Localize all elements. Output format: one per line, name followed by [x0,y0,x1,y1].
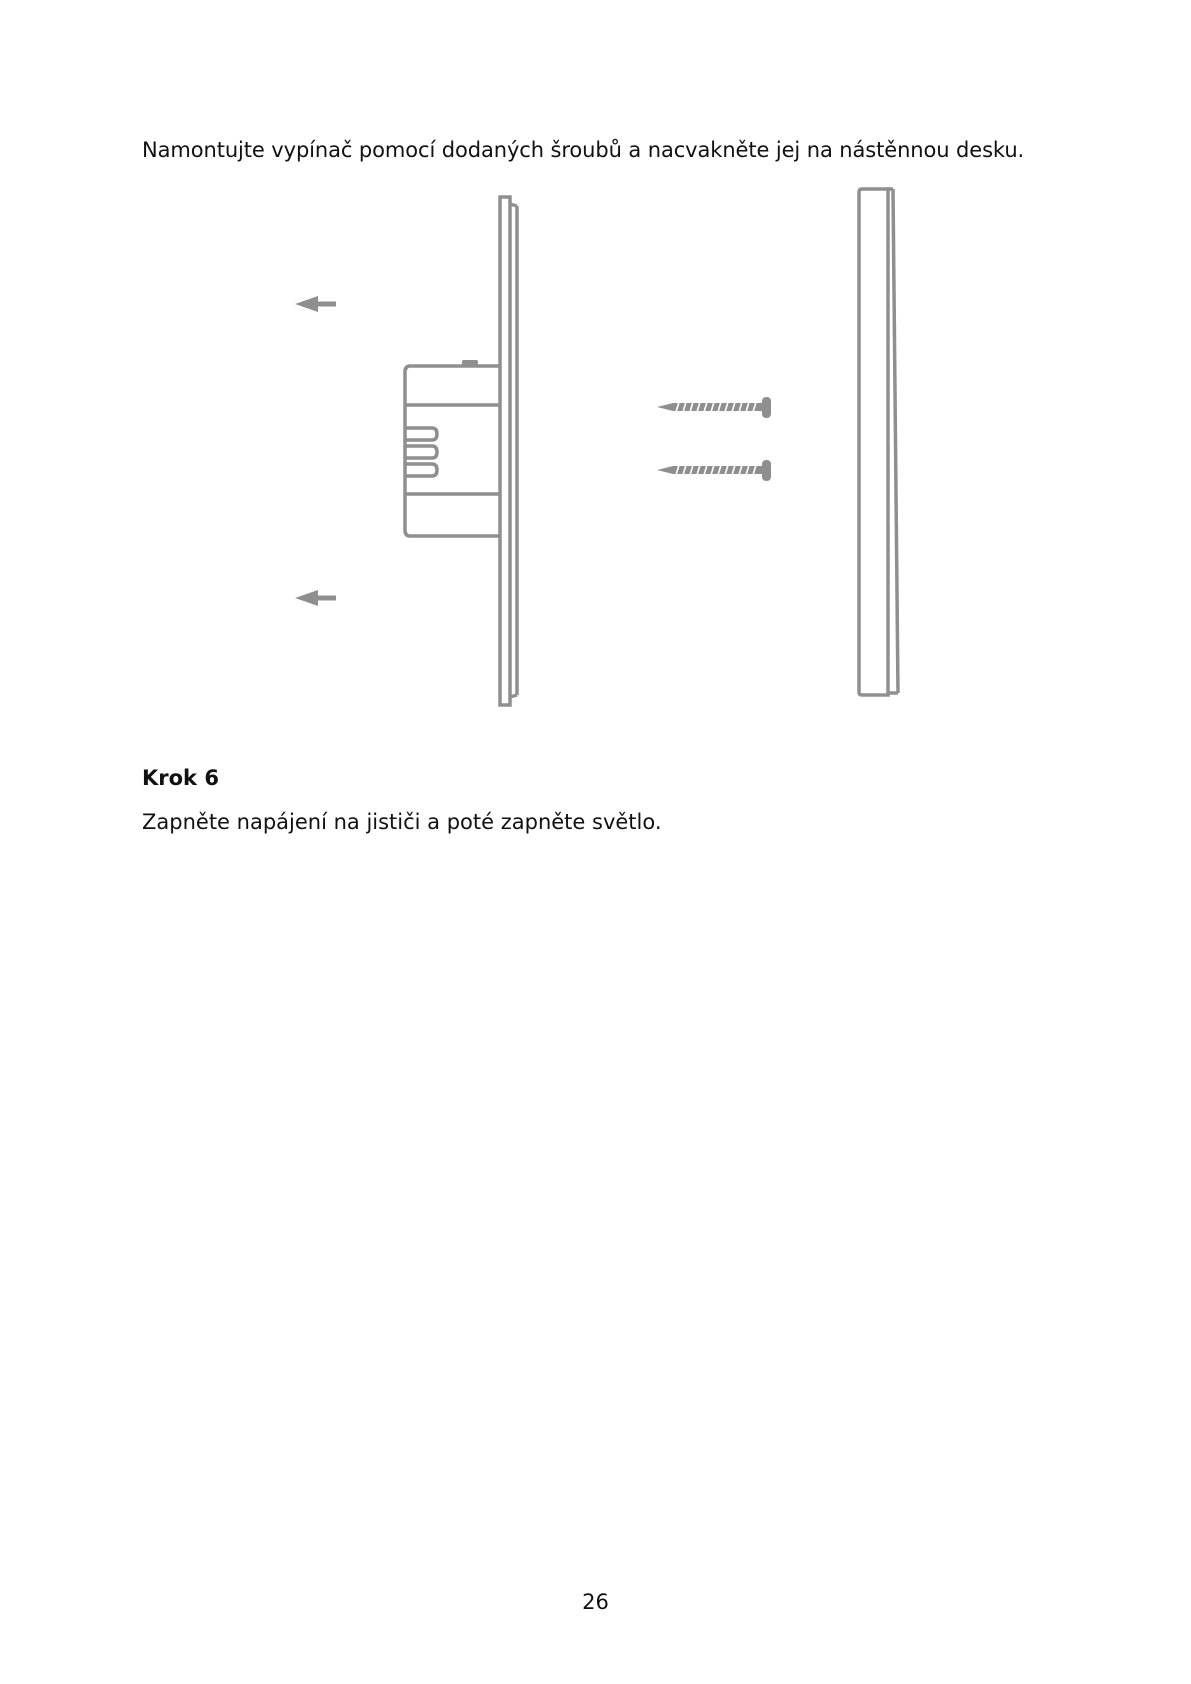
arrow-left-icon-top [295,296,336,312]
page-number: 26 [582,1590,609,1614]
step-instruction-text: Zapněte napájení na jističi a poté zapněte světlo. [142,810,662,834]
instruction-text: Namontujte vypínač pomocí dodaných šroubů a nacvakněte jej na nástěnnou desku. [142,138,1025,162]
step-heading: Krok 6 [142,766,219,790]
switch-mechanism [405,360,500,536]
screw-icon-top [657,397,771,418]
switch-panel [859,189,898,695]
switch-mounting-illustration [0,0,1191,760]
arrow-left-icon-bottom [295,590,336,606]
wall-plate [500,197,517,705]
screw-icon-bottom [657,460,771,481]
